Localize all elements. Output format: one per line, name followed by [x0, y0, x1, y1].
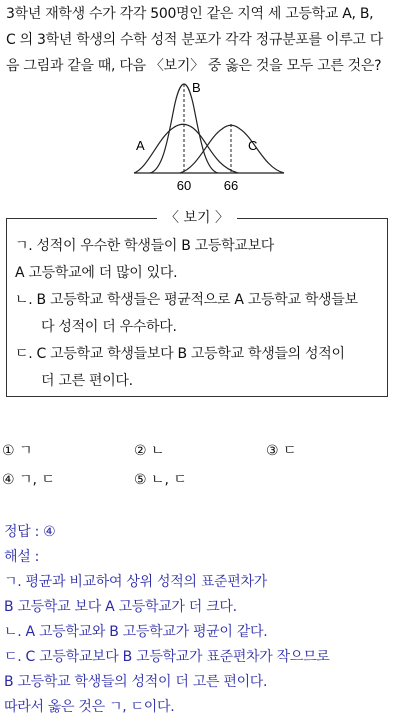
choice-5[interactable]: ⑤ ㄴ, ㄷ	[134, 472, 187, 488]
answer-line: 정답 : ④	[4, 524, 56, 540]
label-a: A	[136, 138, 145, 153]
bogi-line: 다 성적이 더 우수하다.	[41, 319, 177, 335]
bogi-line: ㄴ. B 고등학교 학생들은 평균적으로 A 고등학교 학생들보	[15, 292, 358, 308]
curve-a	[134, 124, 238, 173]
bogi-line: 더 고른 편이다.	[41, 373, 133, 389]
label-b: B	[192, 80, 201, 95]
normal-distribution-figure	[128, 78, 288, 196]
bogi-box	[6, 210, 388, 397]
label-c: C	[248, 138, 258, 153]
answer-line: B 고등학교 학생들의 성적이 더 고른 편이다.	[4, 674, 268, 690]
tick-60: 60	[176, 178, 192, 193]
choice-3[interactable]: ③ ㄷ	[266, 443, 297, 459]
bogi-content	[15, 233, 387, 395]
answer-line: ㄷ. C 고등학교보다 B 고등학교가 표준편차가 작으므로	[4, 649, 330, 665]
tick-66: 66	[223, 178, 239, 193]
curve-c	[180, 125, 284, 173]
answer-line: ㄱ. 평균과 비교하여 상위 성적의 표준편차가	[4, 574, 267, 590]
question-text	[6, 1, 396, 79]
answer-line: 해설 :	[4, 549, 40, 565]
choice-2[interactable]: ② ㄴ	[134, 443, 165, 459]
question-line: 3학년 재학생 수가 각각 500명인 같은 지역 세 고등학교 A, B,	[6, 6, 374, 22]
answer-line: B 고등학교 보다 A 고등학교가 더 크다.	[4, 599, 237, 615]
choice-1[interactable]: ① ㄱ	[2, 443, 33, 459]
answer-line: ㄴ. A 고등학교와 B 고등학교가 평균이 같다.	[4, 624, 268, 640]
question-line: 음 그림과 같을 때, 다음 〈보기〉 중 옳은 것을 모두 고른 것은?	[6, 58, 382, 74]
bogi-line: ㄱ. 성적이 우수한 학생들이 B 고등학교보다	[15, 238, 275, 254]
answer-line: 따라서 옳은 것은 ㄱ, ㄷ이다.	[4, 699, 175, 715]
question-line: C 의 3학년 학생의 수학 성적 분포가 각각 정규분포를 이루고 다	[6, 32, 383, 48]
answer-explanation	[4, 520, 396, 720]
choice-4[interactable]: ④ ㄱ, ㄷ	[2, 472, 55, 488]
bogi-title: 〈 보기 〉	[157, 210, 237, 226]
bogi-line: ㄷ. C 고등학교 학생들보다 B 고등학교 학생들의 성적이	[15, 346, 345, 362]
distribution-curves	[128, 78, 288, 196]
bogi-line: A 고등학교에 더 많이 있다.	[15, 265, 178, 281]
